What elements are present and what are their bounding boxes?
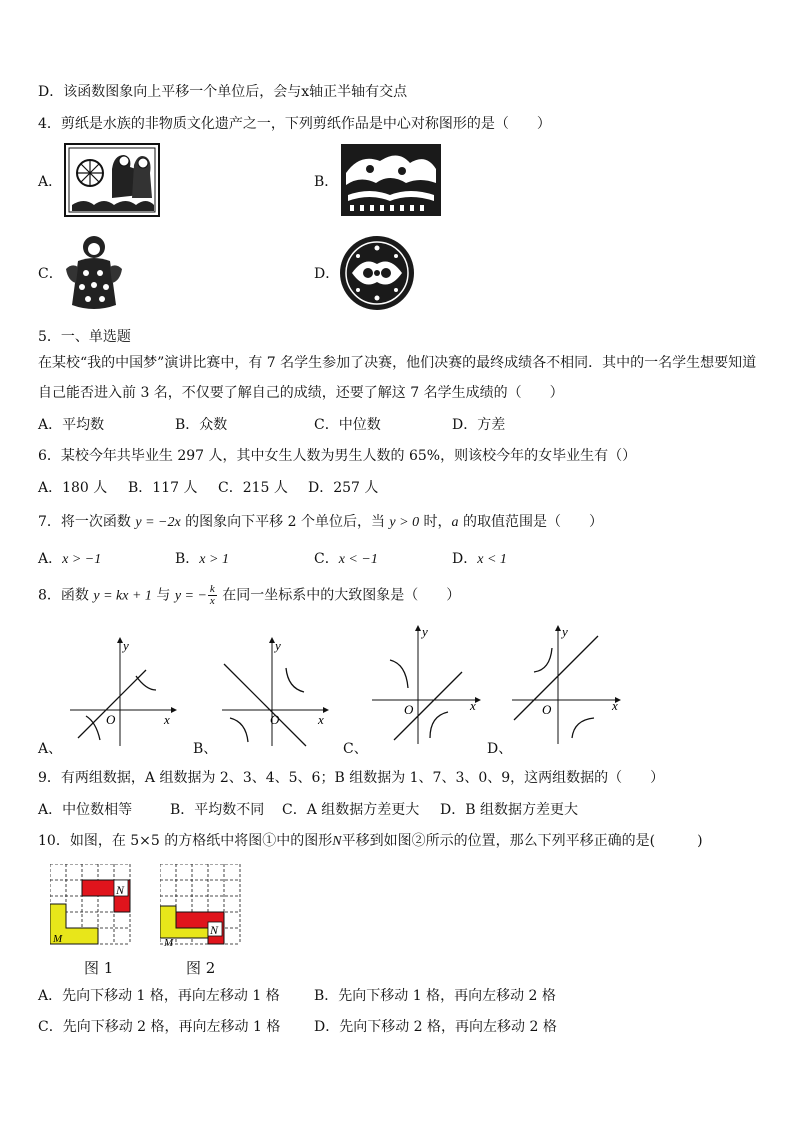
- q7-equation: y = −2x: [135, 515, 181, 530]
- q6-option-b: B．117 人: [128, 480, 198, 496]
- papercut-image-b: [340, 143, 442, 217]
- svg-text:O: O: [270, 712, 280, 727]
- q3-option-d: D．该函数图象向上平移一个单位后，会与x轴正半轴有交点: [38, 84, 408, 100]
- q9-option-c: C．A 组数据方差更大: [282, 802, 420, 818]
- q4-stem: 4．剪纸是水族的非物质文化遗产之一，下列剪纸作品是中心对称图形的是（ ）: [38, 116, 551, 132]
- q5-option-d: D．方差: [452, 417, 506, 433]
- svg-text:y: y: [123, 638, 129, 653]
- q8-stem-part2: 与: [151, 587, 175, 604]
- q4-label-a: A．: [38, 174, 63, 190]
- q8-fraction: $\frac{k}{x}$: [209, 583, 215, 607]
- svg-text:N: N: [210, 923, 219, 937]
- q4-label-c: C．: [38, 266, 63, 282]
- q10-option-a: A．先向下移动 1 格，再向左移动 1 格: [38, 988, 280, 1004]
- svg-text:x: x: [470, 698, 476, 713]
- q6-option-a: A．180 人: [38, 480, 108, 496]
- svg-text:O: O: [404, 702, 414, 717]
- q10-stem-part2: 平移到如图②所示的位置，那么下列平移正确的是( ): [341, 833, 703, 849]
- q5-option-a: A．平均数: [38, 417, 105, 433]
- q8-graph-b: [216, 630, 336, 750]
- q10-figure-1-caption: 图 1: [84, 959, 114, 977]
- q6-stem: 6．某校今年共毕业生 297 人，其中女生人数为男生人数的 65%，则该校今年的女毕业生有（）: [38, 448, 637, 464]
- q10-stem: [38, 831, 703, 852]
- svg-text:M: M: [53, 933, 63, 945]
- q8-stem-part1: 8．函数: [38, 587, 94, 604]
- q10-figure-2: [160, 864, 242, 954]
- papercut-image-a: [64, 143, 160, 217]
- svg-text:y: y: [422, 624, 428, 639]
- q6-option-d: D．257 人: [308, 480, 379, 496]
- svg-text:O: O: [106, 712, 116, 727]
- q8-graph-c: [368, 620, 488, 750]
- q10-figure-1: [50, 864, 132, 954]
- q7-option-a: A．x > −1: [38, 551, 102, 567]
- svg-text:x: x: [612, 698, 618, 713]
- q5-stem-line1: 在某校“我的中国梦”演讲比赛中，有 7 名学生参加了决赛，他们决赛的最终成绩各不相同．其中的一名学生想要知道: [38, 355, 757, 371]
- q7-variable: a: [451, 515, 459, 530]
- q7-option-c: C．x < −1: [314, 551, 378, 567]
- q10-option-d: D．先向下移动 2 格，再向左移动 2 格: [314, 1019, 557, 1035]
- q7-stem-part4: 的取值范围是（ ）: [458, 514, 603, 530]
- svg-text:y: y: [562, 624, 568, 639]
- q7-stem: [38, 512, 603, 533]
- q8-function2: y = −: [174, 588, 207, 604]
- svg-text:N: N: [116, 883, 125, 897]
- q8-function1: y = kx + 1: [93, 588, 152, 604]
- svg-text:x: x: [318, 712, 324, 727]
- q6-option-c: C．215 人: [218, 480, 288, 496]
- q4-label-b: B．: [314, 174, 339, 190]
- q8-label-d: D、: [487, 741, 513, 757]
- q9-option-d: D．B 组数据方差更大: [440, 802, 578, 818]
- q8-graph-a: [64, 630, 184, 750]
- q10-variable: N: [332, 834, 342, 849]
- papercut-image-d: [338, 234, 416, 312]
- q5-option-b: B．众数: [175, 417, 228, 433]
- svg-text:O: O: [542, 702, 552, 717]
- q10-figure-2-caption: 图 2: [186, 959, 216, 977]
- q8-graph-d: [508, 620, 628, 750]
- svg-text:M: M: [164, 937, 174, 949]
- papercut-image-c: [62, 233, 126, 313]
- q9-option-a: A．中位数相等: [38, 802, 133, 818]
- q8-stem: [38, 584, 460, 607]
- q7-option-b: B．x > 1: [175, 551, 229, 567]
- svg-text:x: x: [164, 712, 170, 727]
- q7-option-d: D．x < 1: [452, 551, 507, 567]
- q9-stem: 9．有两组数据，A 组数据为 2、3、4、5、6；B 组数据为 1、7、3、0、9，这两组数据的（ ）: [38, 770, 665, 786]
- svg-text:y: y: [275, 638, 281, 653]
- q4-label-d: D．: [314, 266, 340, 282]
- q9-option-b: B．平均数不同: [170, 802, 265, 818]
- q7-stem-part2: 的图象向下平移 2 个单位后，当: [180, 514, 390, 530]
- q8-label-c: C、: [343, 741, 368, 757]
- q8-stem-part3: 在同一坐标系中的大致图象是（ ）: [217, 587, 461, 604]
- q7-stem-part3: 时，: [419, 514, 452, 530]
- q7-condition: y > 0: [389, 515, 420, 530]
- q5-stem-line2: 自己能否进入前 3 名，不仅要了解自己的成绩，还要了解这 7 名学生成绩的（ ）: [38, 385, 564, 401]
- q5-option-c: C．中位数: [314, 417, 381, 433]
- q5-header: 5．一、单选题: [38, 329, 131, 345]
- q8-label-b: B、: [193, 741, 218, 757]
- q7-stem-part1: 7．将一次函数: [38, 514, 136, 530]
- q10-option-c: C．先向下移动 2 格，再向左移动 1 格: [38, 1019, 281, 1035]
- q10-option-b: B．先向下移动 1 格，再向左移动 2 格: [314, 988, 556, 1004]
- q8-label-a: A、: [38, 741, 63, 757]
- q10-stem-part1: 10．如图，在 5×5 的方格纸中将图①中的图形: [38, 833, 333, 849]
